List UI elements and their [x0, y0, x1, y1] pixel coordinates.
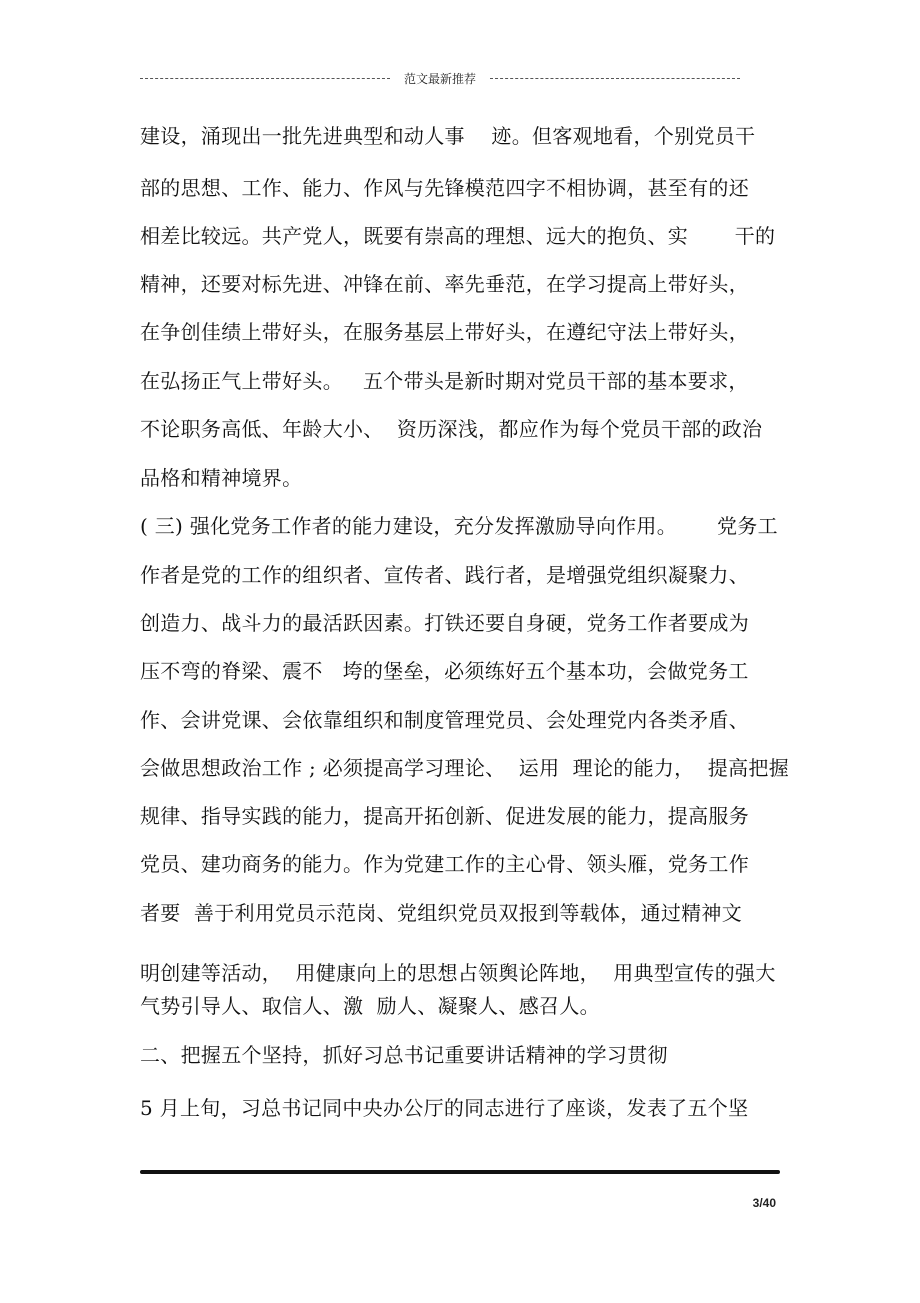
body-line: 在争创佳绩上带好头，在服务基层上带好头，在遵纪守法上带好头， [140, 320, 749, 344]
header-dashes-right [490, 78, 740, 79]
header-dashes-left [140, 78, 390, 79]
body-line: 规律、指导实践的能力，提高开拓创新、促进发展的能力，提高服务 [140, 804, 749, 828]
body-line: 部的思想、工作、能力、作风与先锋模范四字不相协调，甚至有的还 [140, 176, 749, 200]
body-line: 相差比较远。共产党人，既要有崇高的理想、远大的抱负、实 干的 [140, 224, 776, 248]
section-heading: ( 三) 强化党务工作者的能力建设，充分发挥激励导向作用。 党务工 [140, 514, 778, 538]
footer-rule [140, 1170, 780, 1174]
body-line: 压不弯的脊梁、震不 垮的堡垒，必须练好五个基本功，会做党务工 [140, 659, 749, 683]
body-line: 5 月上旬，习总书记同中央办公厅的同志进行了座谈，发表了五个坚 [140, 1096, 749, 1120]
body-line: 品格和精神境界。 [140, 466, 303, 490]
section-heading: 二、把握五个坚持，抓好习总书记重要讲话精神的学习贯彻 [140, 1043, 668, 1067]
page-number: 3/40 [752, 1196, 776, 1210]
page-header [140, 68, 740, 88]
body-line: 者要 善于利用党员示范岗、党组织党员双报到等载体，通过精神文 [140, 901, 743, 925]
header-title: 范文最新推荐 [404, 71, 477, 86]
body-line: 不论职务高低、年龄大小、 资历深浅，都应作为每个党员干部的政治 [140, 417, 763, 441]
body-line: 明创建等活动， 用健康向上的思想占领舆论阵地， 用典型宣传的强大 [140, 961, 776, 985]
body-line: 作、会讲党课、会依靠组织和制度管理党员、会处理党内各类矛盾、 [140, 708, 749, 732]
body-line: 党员、建功商务的能力。作为党建工作的主心骨、领头雁，党务工作 [140, 852, 749, 876]
body-line: 会做思想政治工作 ; 必须提高学习理论、 运用 理论的能力， 提高把握 [140, 756, 789, 780]
body-line: 作者是党的工作的组织者、宣传者、践行者，是增强党组织凝聚力、 [140, 563, 749, 587]
body-line: 精神，还要对标先进、冲锋在前、率先垂范，在学习提高上带好头， [140, 272, 749, 296]
body-line: 在弘扬正气上带好头。 五个带头是新时期对党员干部的基本要求， [140, 369, 749, 393]
body-line: 建设，涌现出一批先进典型和动人事 迹。但客观地看，个别党员干 [140, 124, 756, 148]
body-line: 气势引导人、取信人、激 励人、凝聚人、感召人。 [140, 994, 600, 1018]
body-line: 创造力、战斗力的最活跃因素。打铁还要自身硬，党务工作者要成为 [140, 611, 749, 635]
